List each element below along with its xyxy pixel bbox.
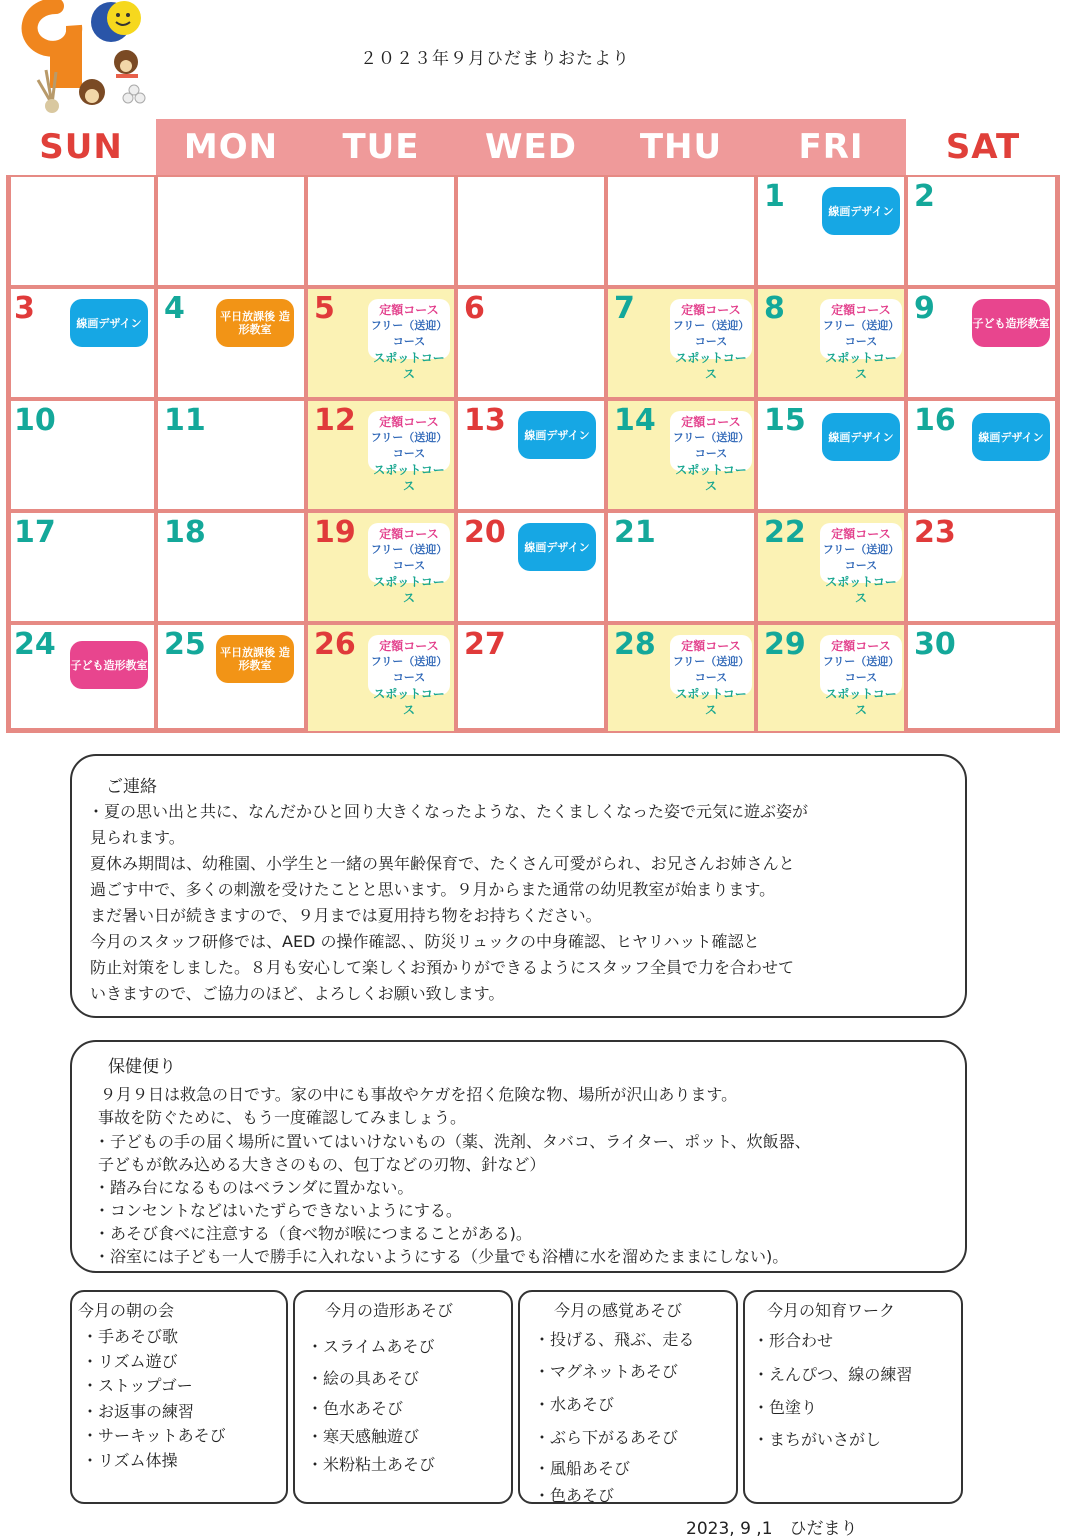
course-fixed-label: 定額コース [831,639,891,653]
day-number: 10 [14,403,56,438]
course-box [670,635,752,717]
course-box [670,299,752,381]
activity-box-art [293,1290,513,1504]
after-school-class-badge: 平日放課後 造形教室 [216,635,294,683]
course-spot-label: スポットコース [675,687,747,717]
activity-item: ・米粉粘土あそび [307,1455,436,1474]
activity-box-sensory [518,1290,738,1504]
activity-title: 今月の朝の会 [78,1301,175,1320]
day-cell-empty [6,175,156,287]
day-cell-18 [156,511,306,623]
activity-item: ・寒天感触遊び [307,1427,420,1446]
day-number: 24 [14,627,56,662]
course-box [368,635,450,717]
notice-line: ・夏の思い出と共に、なんだかひと回り大きくなったような、たくましくなった姿で元気に遊ぶ姿が [88,802,809,821]
line-design-badge: 線画デザイン [822,187,900,235]
notice-line: 過ごす中で、多くの刺激を受けたことと思います。９月からまた通常の幼児教室が始まります。 [90,880,776,899]
day-cell-7 [606,287,756,399]
activity-item: ・サーキットあそび [82,1426,226,1445]
course-spot-label: スポットコース [825,687,897,717]
after-school-class-badge: 平日放課後 造形教室 [216,299,294,347]
day-cell-24 [6,623,156,733]
activity-item: ・色水あそび [307,1399,404,1418]
course-free-label: フリー（送迎）コース [822,543,900,572]
day-cell-16 [906,399,1060,511]
course-box [820,635,902,717]
notice-box [70,754,967,1018]
day-number: 29 [764,627,806,662]
activity-item: ・色あそび [534,1486,615,1505]
day-number: 18 [164,515,206,550]
course-fixed-label: 定額コース [379,303,439,317]
day-number: 12 [314,403,356,438]
health-line: ９月９日は救急の日です。家の中にも事故やケガを招く危険な物、場所が沢山あります。 [100,1085,738,1104]
activity-title: 今月の知育ワーク [767,1301,896,1320]
day-cell-14 [606,399,756,511]
day-cell-12 [306,399,456,511]
day-cell-empty [306,175,456,287]
day-number: 16 [914,403,956,438]
day-cell-15 [756,399,906,511]
weekday-header-wed: WED [456,119,606,175]
day-number: 23 [914,515,956,550]
course-fixed-label: 定額コース [681,303,741,317]
activity-item: ・まちがいさがし [753,1430,882,1449]
course-spot-label: スポットコース [373,575,445,605]
kids-art-class-badge: 子ども造形教室 [70,641,148,689]
day-number: 26 [314,627,356,662]
notice-line: 防止対策をしました。８月も安心して楽しくお預かりができるようにスタッフ全員で力を合わせて [90,958,795,977]
course-spot-label: スポットコース [373,687,445,717]
day-cell-22 [756,511,906,623]
day-number: 6 [464,291,485,326]
day-cell-5 [306,287,456,399]
day-number: 14 [614,403,656,438]
course-fixed-label: 定額コース [681,415,741,429]
weekday-header-tue: TUE [306,119,456,175]
course-box [368,523,450,605]
course-free-label: フリー（送迎）コース [672,655,750,684]
health-title: 保健便り [108,1057,176,1077]
notice-line: いきますので、ご協力のほど、よろしくお願い致します。 [90,984,505,1003]
day-cell-empty [456,175,606,287]
day-cell-4 [156,287,306,399]
line-design-badge: 線画デザイン [822,413,900,461]
day-number: 4 [164,291,185,326]
activity-item: ・形合わせ [753,1331,834,1350]
course-free-label: フリー（送迎）コース [370,543,448,572]
course-fixed-label: 定額コース [379,527,439,541]
page-title: ２０２３年９月ひだまりおたより [360,49,630,69]
day-number: 27 [464,627,506,662]
day-number: 30 [914,627,956,662]
activity-item: ・絵の具あそび [307,1369,420,1388]
activity-box-morning [70,1290,288,1504]
health-line: ・コンセントなどはいたずらできないようにする。 [94,1201,462,1220]
course-fixed-label: 定額コース [681,639,741,653]
day-cell-2 [906,175,1060,287]
day-cell-23 [906,511,1060,623]
course-free-label: フリー（送迎）コース [370,655,448,684]
day-cell-19 [306,511,456,623]
day-number: 17 [14,515,56,550]
day-number: 13 [464,403,506,438]
day-cell-30 [906,623,1060,733]
course-fixed-label: 定額コース [379,415,439,429]
day-cell-11 [156,399,306,511]
health-line: ・あそび食べに注意する（食べ物が喉につまることがある)。 [94,1224,532,1243]
day-cell-13 [456,399,606,511]
activity-item: ・お返事の練習 [82,1402,195,1421]
day-cell-9 [906,287,1060,399]
course-box [368,411,450,493]
notice-line: 今月のスタッフ研修では、AED の操作確認、、防災リュックの中身確認、ヒヤリハット確認と [90,932,760,951]
activity-item: ・風船あそび [534,1459,631,1478]
activity-item: ・えんぴつ、線の練習 [753,1365,913,1384]
activity-box-learning [743,1290,963,1504]
day-number: 25 [164,627,206,662]
activity-item: ・水あそび [534,1395,615,1414]
activity-item: ・リズム遊び [82,1352,178,1371]
footer-signature: 2023, 9 ,1 ひだまり [686,1519,858,1539]
calendar [6,119,1060,733]
line-design-badge: 線画デザイン [518,523,596,571]
weekday-header-mon: MON [156,119,306,175]
day-number: 21 [614,515,656,550]
day-cell-28 [606,623,756,733]
day-number: 5 [314,291,335,326]
day-cell-20 [456,511,606,623]
activity-title: 今月の造形あそび [325,1301,454,1320]
health-line: ・浴室には子ども一人で勝手に入れないようにする（少量でも浴槽に水を溜めたままにしない)。 [94,1247,789,1266]
weekday-header-thu: THU [606,119,756,175]
course-box [368,299,450,381]
weekday-header-sat: SAT [906,119,1060,175]
activity-item: ・色塗り [753,1398,818,1417]
day-number: 19 [314,515,356,550]
course-free-label: フリー（送迎）コース [672,319,750,348]
activity-item: ・リズム体操 [82,1451,178,1470]
course-spot-label: スポットコース [373,351,445,381]
day-number: 28 [614,627,656,662]
day-cell-26 [306,623,456,733]
activity-item: ・ぶら下がるあそび [534,1428,679,1447]
notice-line: 見られます。 [90,828,185,847]
day-number: 22 [764,515,806,550]
course-box [820,523,902,605]
day-number: 20 [464,515,506,550]
day-cell-1 [756,175,906,287]
course-spot-label: スポットコース [825,351,897,381]
activity-item: ・ストップゴー [82,1376,193,1395]
day-number: 2 [914,179,935,214]
health-line: 事故を防ぐために、もう一度確認してみましょう。 [98,1108,467,1127]
day-cell-8 [756,287,906,399]
activity-item: ・手あそび歌 [82,1327,179,1346]
day-number: 3 [14,291,35,326]
day-cell-6 [456,287,606,399]
line-design-badge: 線画デザイン [70,299,148,347]
day-cell-10 [6,399,156,511]
notice-title: ご連絡 [106,777,157,797]
day-number: 8 [764,291,785,326]
course-box [820,299,902,381]
course-fixed-label: 定額コース [379,639,439,653]
notice-line: 夏休み期間は、幼稚園、小学生と一緒の異年齢保育で、たくさん可愛がられ、お兄さんお姉さんと [90,854,795,873]
day-number: 1 [764,179,785,214]
course-free-label: フリー（送迎）コース [822,655,900,684]
course-free-label: フリー（送迎）コース [370,319,448,348]
day-number: 15 [764,403,806,438]
course-box [670,411,752,493]
course-fixed-label: 定額コース [831,527,891,541]
line-design-badge: 線画デザイン [972,413,1050,461]
day-cell-27 [456,623,606,733]
course-spot-label: スポットコース [675,463,747,493]
activity-title: 今月の感覚あそび [554,1301,683,1320]
health-line: 子どもが飲み込める大きさのもの、包丁などの刃物、針など） [98,1155,546,1174]
weekday-header-sun: SUN [6,119,156,175]
health-line: ・踏み台になるものはベランダに置かない。 [94,1178,414,1197]
day-number: 9 [914,291,935,326]
day-cell-21 [606,511,756,623]
line-design-badge: 線画デザイン [518,411,596,459]
weekday-header-fri: FRI [756,119,906,175]
course-free-label: フリー（送迎）コース [370,431,448,460]
day-cell-29 [756,623,906,733]
notice-line: まだ暑い日が続きますので、９月までは夏用持ち物をお持ちください。 [90,906,602,925]
day-cell-empty [156,175,306,287]
day-cell-3 [6,287,156,399]
course-free-label: フリー（送迎）コース [822,319,900,348]
day-cell-25 [156,623,306,733]
month-logo [16,0,146,118]
day-number: 11 [164,403,206,438]
health-box [70,1040,967,1273]
course-spot-label: スポットコース [373,463,445,493]
day-cell-empty [606,175,756,287]
activity-item: ・投げる、飛ぶ、走る [534,1330,695,1349]
activity-item: ・スライムあそび [307,1337,435,1356]
health-line: ・子どもの手の届く場所に置いてはいけないもの（薬、洗剤、タバコ、ライター、ポット、炊飯器、 [94,1132,811,1151]
kids-art-class-badge: 子ども造形教室 [972,299,1050,347]
course-fixed-label: 定額コース [831,303,891,317]
day-number: 7 [614,291,635,326]
course-free-label: フリー（送迎）コース [672,431,750,460]
course-spot-label: スポットコース [675,351,747,381]
course-spot-label: スポットコース [825,575,897,605]
day-cell-17 [6,511,156,623]
activity-item: ・マグネットあそび [534,1362,678,1381]
